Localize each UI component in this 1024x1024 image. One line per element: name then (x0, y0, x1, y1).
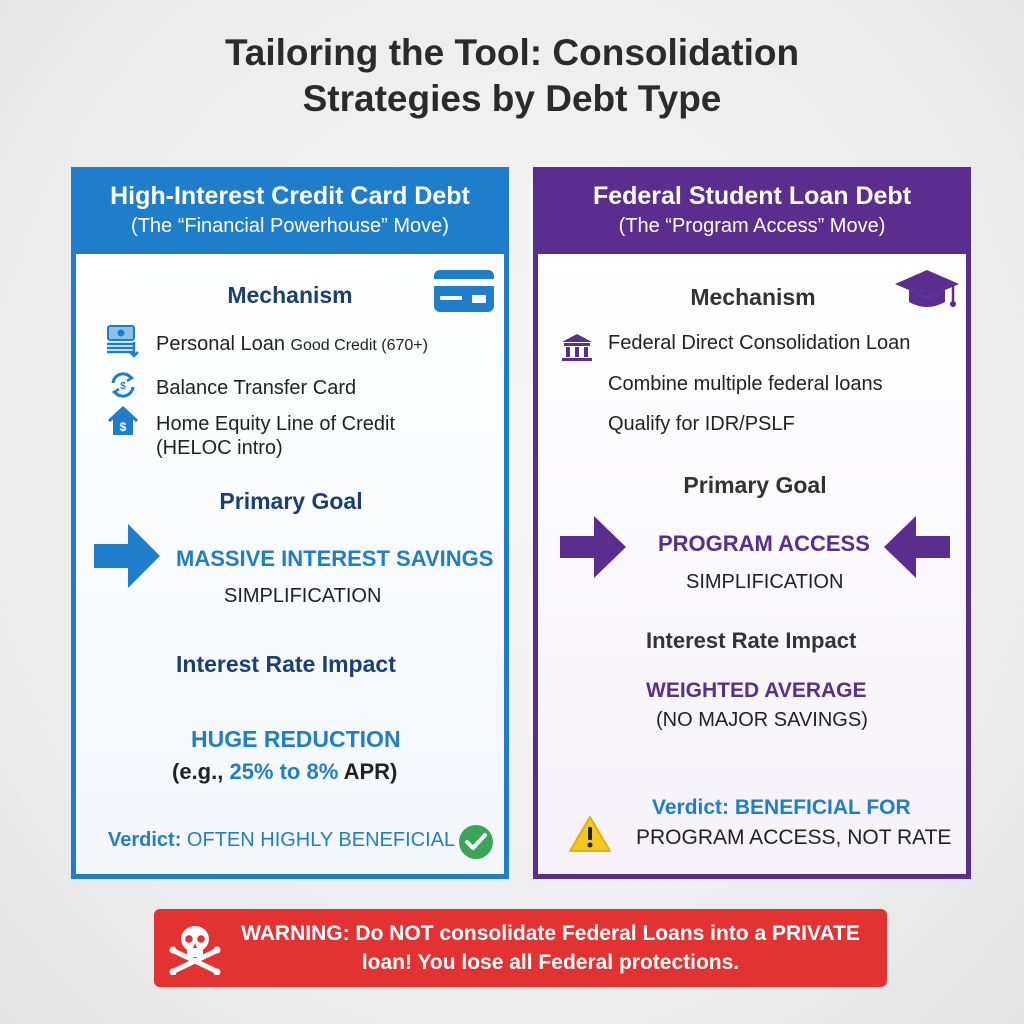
rate-example-suffix: APR) (338, 759, 398, 784)
goal-main: MASSIVE INTEREST SAVINGS (176, 546, 494, 571)
warning-text (224, 919, 877, 977)
personal-loan-note: Good Credit (670+) (290, 337, 428, 354)
credit-card-panel-body (76, 254, 504, 874)
credit-card-subheading: (The “Financial Powerhouse” Move) (131, 215, 449, 237)
primary-goal-heading: Primary Goal (683, 472, 827, 498)
student-loan-panel-body (538, 254, 966, 874)
arrow-right-icon (92, 520, 162, 592)
rate-example-value: 25% to 8% (229, 759, 339, 784)
rate-example-prefix: (e.g., (172, 759, 230, 784)
rate-main: HUGE REDUCTION (191, 726, 401, 752)
verdict (108, 829, 455, 852)
student-loan-subheading: (The “Program Access” Move) (618, 215, 886, 237)
rate-sub: (NO MAJOR SAVINGS) (656, 709, 868, 731)
transfer-cycle-icon (108, 370, 138, 400)
goal-sub: SIMPLIFICATION (224, 585, 382, 607)
heloc-line-1: Home Equity Line of Credit (156, 413, 396, 435)
goal-sub: SIMPLIFICATION (686, 571, 844, 593)
warning-line-1: WARNING: Do NOT consolidate Federal Loans into a PRIVATE (241, 922, 860, 945)
interest-rate-heading: Interest Rate Impact (646, 628, 857, 653)
student-loan-panel-header (538, 172, 966, 254)
credit-card-heading: High-Interest Credit Card Debt (110, 182, 470, 210)
mechanism-heloc (156, 412, 395, 460)
svg-text:$: $ (120, 381, 126, 392)
mechanism-qualify-idr: Qualify for IDR/PSLF (608, 413, 795, 435)
svg-text:$: $ (119, 420, 127, 434)
mechanism-balance-transfer: Balance Transfer Card (156, 377, 357, 399)
rate-main: WEIGHTED AVERAGE (646, 679, 867, 702)
warning-triangle-icon (568, 814, 612, 854)
mechanism-direct-consolidation: Federal Direct Consolidation Loan (608, 332, 911, 354)
house-icon (106, 404, 140, 438)
verdict-value: OFTEN HIGHLY BENEFICIAL (186, 829, 456, 851)
title-line-1: Tailoring the Tool: Consolidation (224, 32, 800, 73)
personal-loan-label: Personal Loan (156, 333, 285, 355)
verdict-label: Verdict: (108, 829, 182, 851)
primary-goal-heading: Primary Goal (219, 488, 363, 514)
goal-main: PROGRAM ACCESS (658, 531, 870, 556)
heloc-line-2: (HELOC intro) (156, 437, 283, 459)
arrow-left-icon (882, 512, 952, 582)
skull-crossbones-icon (168, 921, 222, 975)
mechanism-personal-loan (156, 332, 428, 358)
rate-example (172, 759, 397, 785)
student-loan-heading: Federal Student Loan Debt (592, 182, 912, 210)
credit-card-panel-header (76, 172, 504, 254)
credit-card-panel (71, 167, 509, 879)
checkmark-icon (458, 824, 494, 860)
arrow-right-icon (558, 512, 628, 582)
interest-rate-heading: Interest Rate Impact (176, 651, 396, 677)
mechanism-combine-loans: Combine multiple federal loans (608, 373, 883, 395)
money-stack-icon (104, 324, 140, 358)
warning-line-2: loan! You lose all Federal protections. (361, 951, 740, 974)
student-loan-panel (533, 167, 971, 879)
warning-banner (154, 909, 887, 987)
title-line-2: Strategies by Debt Type (302, 78, 722, 119)
mechanism-heading: Mechanism (227, 282, 353, 308)
verdict-line-1: Verdict: BENEFICIAL FOR (652, 796, 911, 819)
verdict-line-2: PROGRAM ACCESS, NOT RATE (636, 826, 952, 849)
bank-building-icon (560, 332, 594, 362)
page-title (0, 30, 1024, 122)
mechanism-heading: Mechanism (690, 284, 816, 310)
